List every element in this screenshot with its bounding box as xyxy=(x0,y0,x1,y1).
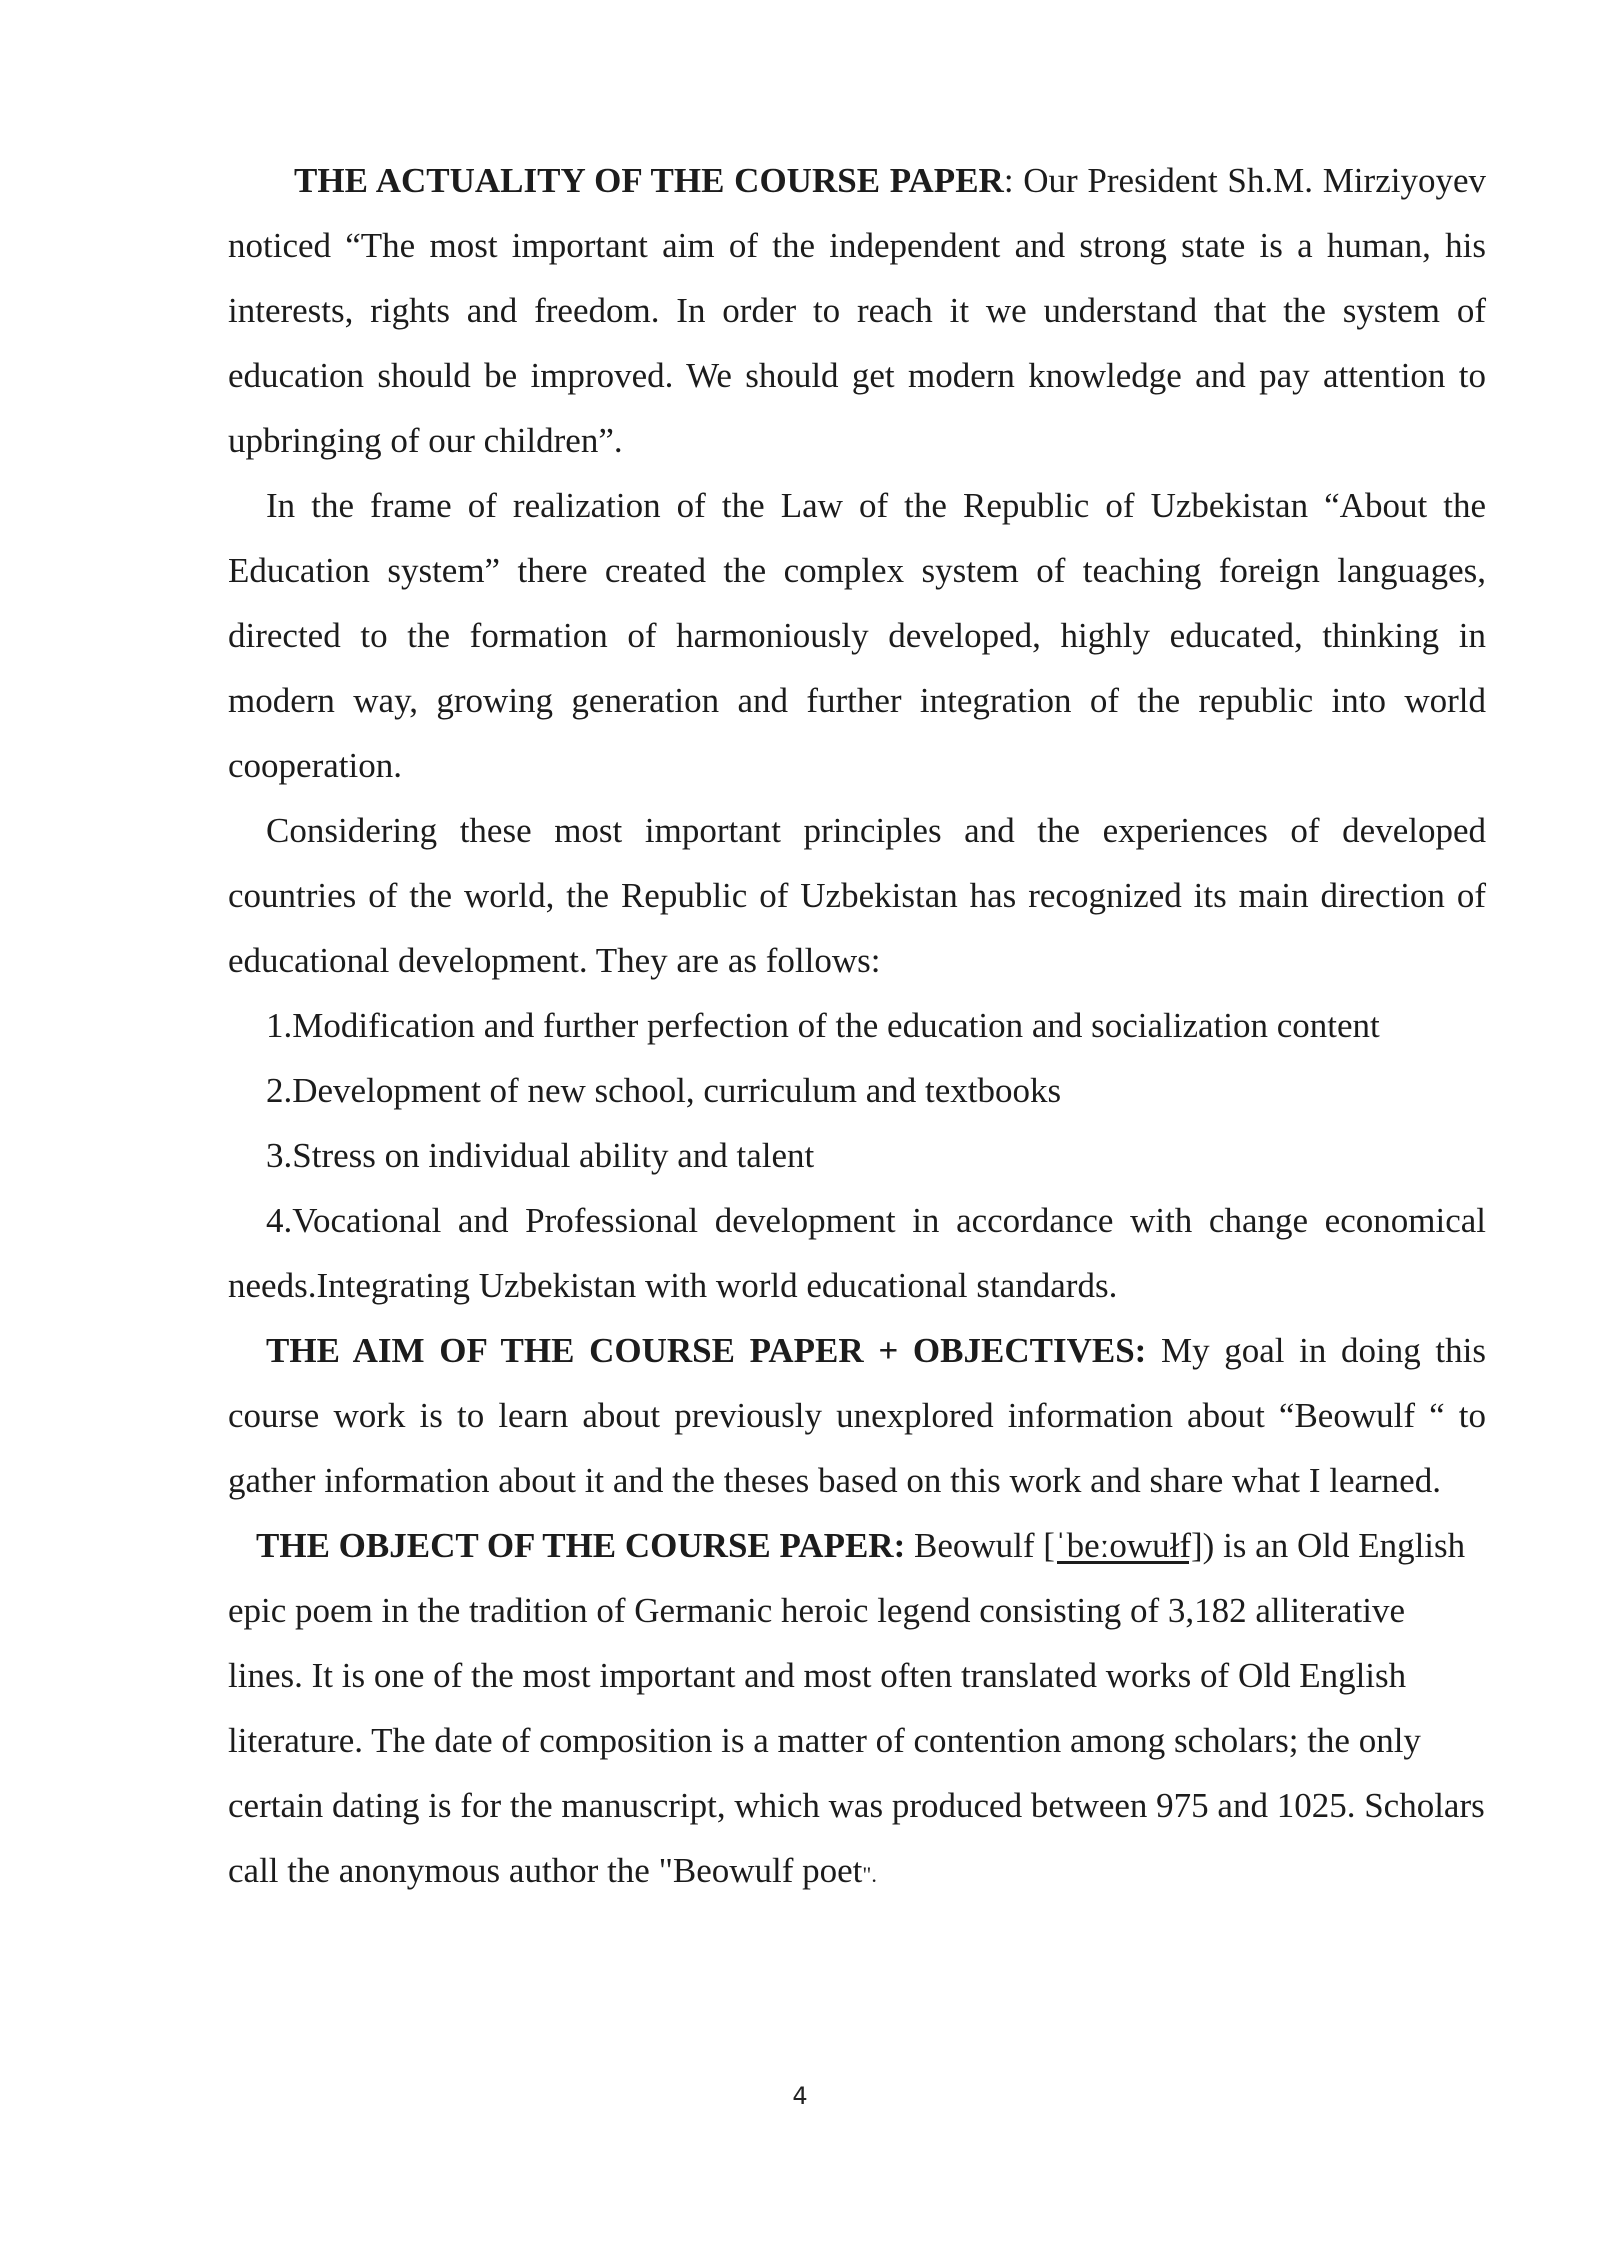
paragraph-object-text-before: Beowulf xyxy=(905,1526,1044,1565)
paragraph-actuality xyxy=(228,148,1486,473)
list-item-4: 4.Vocational and Professional development in accordance with change economical needs.Integrating Uzbekistan with world educational standards. xyxy=(228,1201,1486,1305)
ipa-pronunciation-link[interactable]: [ˈbeːowułf] xyxy=(1043,1526,1203,1565)
heading-actuality: THE ACTUALITY OF THE COURSE PAPER xyxy=(294,161,1004,200)
heading-actuality-colon: : xyxy=(1003,161,1014,200)
heading-object: THE OBJECT OF THE COURSE PAPER: xyxy=(256,1526,906,1565)
document-body xyxy=(228,148,1486,1907)
closing-quote: ". xyxy=(862,1862,877,1887)
list-item-2: 2.Development of new school, curriculum and textbooks xyxy=(266,1071,1062,1110)
paragraph-aim-text: My goal in doing this course work is to learn about previously unexplored information about “Beowulf “ to gather information about it and the theses based on this work and share what I learned. xyxy=(228,1331,1486,1500)
paragraph-aim xyxy=(228,1318,1486,1513)
paragraph-object-text-after: ) is an Old English epic poem in the tradition of Germanic heroic legend consisting of 3,182 alliterative lines. It is one of the most important and most often translated works of Old English literature. The date of composition is a matter of contention among scholars; the only certain dating is for the manuscript, which was produced between 975 and 1025. Scholars call the anonymous author the "Beowulf poet xyxy=(228,1526,1485,1890)
heading-aim: THE AIM OF THE COURSE PAPER + OBJECTIVES: xyxy=(266,1331,1147,1370)
paragraph-law: In the frame of realization of the Law of the Republic of Uzbekistan “About the Education system” there created the complex system of teaching foreign languages, directed to the formation of harmoniously developed, highly educated, thinking in modern way, growing generation and further integration of the republic into world cooperation. xyxy=(228,486,1486,785)
list-item-3: 3.Stress on individual ability and talent xyxy=(266,1136,815,1175)
paragraph-principles: Considering these most important principles and the experiences of developed countries of the world, the Republic of Uzbekistan has recognized its main direction of educational development. They are as follows: xyxy=(228,811,1486,980)
paragraph-actuality-text: Our President Sh.M. Mirziyoyev noticed “The most important aim of the independent and strong state is a human, his interests, rights and freedom. In order to reach it we understand that the system of education should be improved. We should get modern knowledge and pay attention to upbringing of our children”. xyxy=(228,161,1486,460)
page-number: 4 xyxy=(792,2082,808,2110)
paragraph-object xyxy=(228,1513,1486,1907)
list-item-1: 1.Modification and further perfection of the education and socialization content xyxy=(266,1006,1380,1045)
